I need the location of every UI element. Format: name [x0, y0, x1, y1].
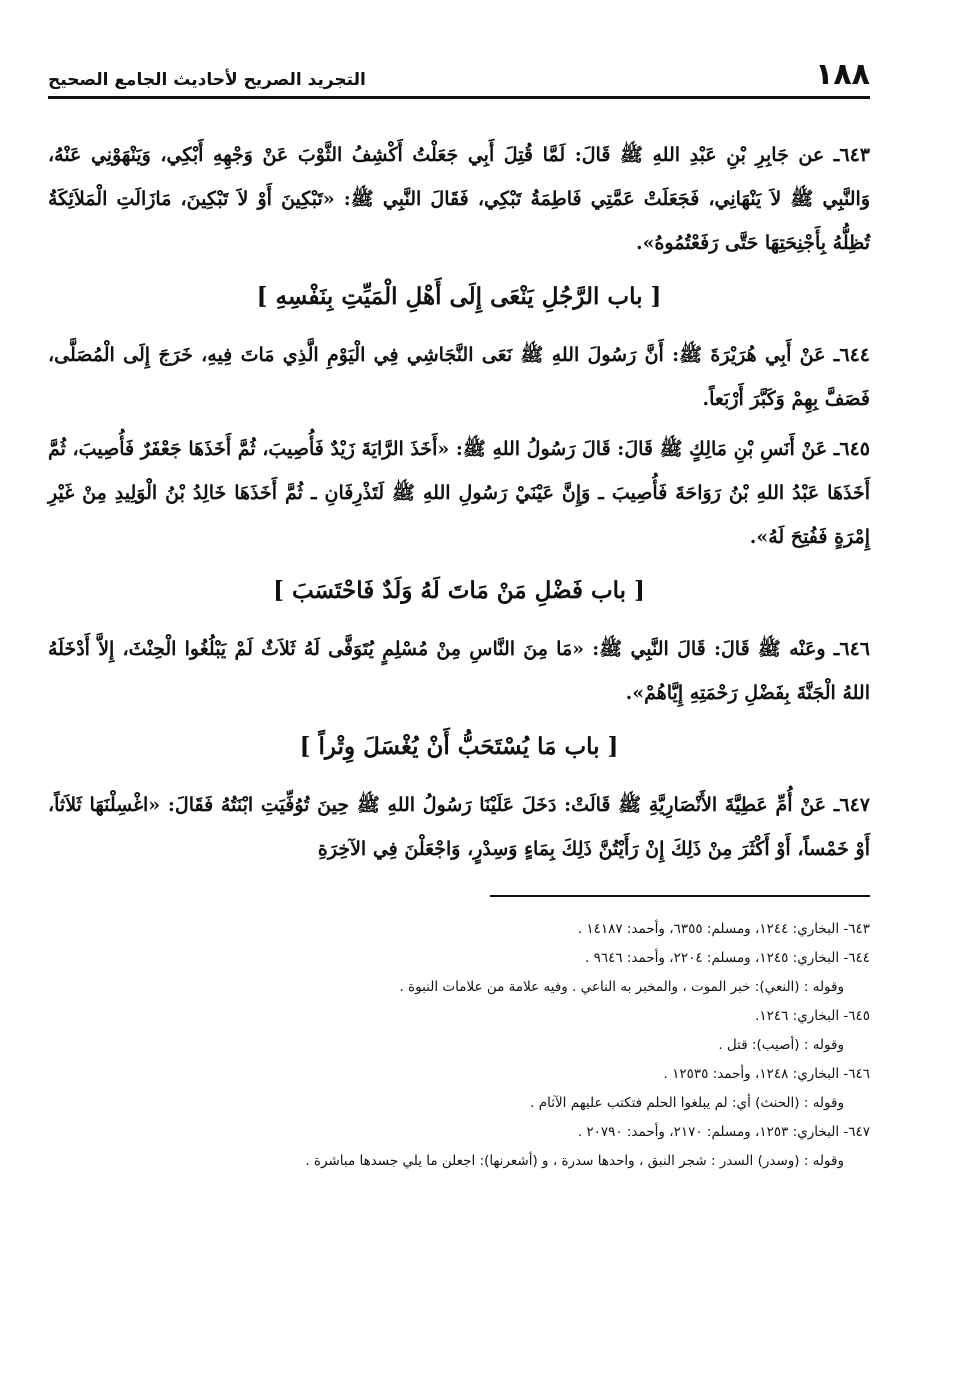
footnotes	[48, 915, 870, 1176]
footnote-ref: ٦٤٥- البخاري: ١٢٤٦.	[755, 1008, 870, 1024]
hadith-644	[48, 333, 870, 421]
hadith-646	[48, 627, 870, 715]
hadith-text: عن جَابِرِ بْنِ عَبْدِ اللهِ ﷺ قَالَ: لَمَّا قُتِلَ أَبِي جَعَلْتُ أَكْشِفُ الثَّوْبَ عَنْ وَجْهِهِ أَبْكِي، وَيَنْهَوْنِي عَنْهُ، وَالنَّبِي ﷺ لاَ يَنْهَانِي، فَجَعَلَتْ عَمَّتِي فَاطِمَةُ تَبْكِي، فَقَالَ النَّبِي ﷺ: «تَبْكِينَ أَوْ لاَ تَبْكِينَ، مَازَالَتِ الْمَلاَئِكَةُ تُظِلُّهُ بِأَجْنِحَتِهَا حَتَّى رَفَعْتُمُوهُ».	[48, 144, 870, 254]
chapter-heading: [ باب الرَّجُلِ يَنْعَى إِلَى أَهْلِ الْمَيِّتِ بِنَفْسِهِ ]	[256, 283, 662, 310]
page-header	[48, 52, 870, 99]
footnote-ref: ٦٤٧- البخاري: ١٢٥٣، ومسلم: ٢١٧٠، وأحمد: ٢٠٧٩٠ .	[577, 1124, 870, 1140]
footnote-ref: ٦٤٣- البخاري: ١٢٤٤، ومسلم: ٦٣٥٥، وأحمد: ١٤١٨٧ .	[577, 921, 870, 937]
hadith-text: عَنْ أَنَسِ بْنِ مَالِكٍ ﷺ قَالَ: قَالَ رَسُولُ اللهِ ﷺ: «أَخَذَ الرَّايَةَ زَيْدٌ فَأُصِيبَ، ثُمَّ أَخَذَهَا جَعْفَرٌ فَأُصِيبَ، ثُمَّ أَخَذَهَا عَبْدُ اللهِ بْنُ رَوَاحَةَ فَأُصِيبَ ـ وَإِنَّ عَيْنَيْ رَسُولِ اللهِ ﷺ لَتَذْرِفَانِ ـ ثُمَّ أَخَذَهَا خَالِدُ بْنُ الْوَلِيدِ مِنْ غَيْرِ إِمْرَةٍ فَفُتِحَ لَهُ».	[48, 438, 870, 548]
hadith-text: عَنْ أُمِّ عَطِيَّةَ الأَنْصَارِيَّةِ ﷺ قَالَتْ: دَخَلَ عَلَيْنَا رَسُولُ اللهِ ﷺ حِينَ تُوُفِّيَتِ ابْنَتُهُ فَقَالَ: «اغْسِلْنَهَا ثَلاَثاً، أَوْ خَمْساً، أَوْ أَكْثَرَ مِنْ ذَلِكَ إِنْ رَأَيْتُنَّ ذَلِكَ بِمَاءٍ وَسِدْرٍ، وَاجْعَلْنَ فِي الآخِرَةِ	[48, 794, 870, 860]
footnote-note: وقوله : (النعي): خبر الموت ، والمخبر به الناعي . وفيه علامة من علامات النبوة .	[399, 979, 844, 995]
footnote-note: وقوله : (وسدر) السدر : شجر النبق ، واحدها سدرة ، و (أشعرنها): اجعلن ما يلي جسدها مباشرة .	[305, 1153, 844, 1169]
footnote-note: وقوله : (أصيب): قتل .	[718, 1037, 844, 1053]
hadith-number: ٦٤٣ـ	[833, 144, 870, 166]
page	[48, 52, 870, 1176]
book-title: التجريد الصريح لأحاديث الجامع الصحيح	[48, 70, 366, 90]
page-number: ١٨٨	[815, 57, 870, 92]
footnote-ref: ٦٤٦- البخاري: ١٢٤٨، وأحمد: ١٢٥٣٥ .	[663, 1066, 870, 1082]
footnote-divider	[490, 895, 870, 897]
hadith-text: وعَنْه ﷺ قَالَ: قَالَ النَّبِي ﷺ: «مَا مِنَ النَّاسِ مِنْ مُسْلِمٍ يُتَوَفَّى لَهُ ثَلاَثٌ لَمْ يَبْلُغُوا الْحِنْثَ، إِلاَّ أَدْخَلَهُ اللهُ الْجَنَّةَ بِفَضْلِ رَحْمَتِهِ إِيَّاهُمْ».	[48, 638, 870, 704]
chapter-heading: [ باب مَا يُسْتَحَبُّ أَنْ يُغْسَلَ وِتْراً ]	[299, 733, 619, 760]
hadith-number: ٦٤٤ـ	[833, 344, 870, 366]
hadith-647	[48, 783, 870, 871]
hadith-text: عَنْ أَبِي هُرَيْرَةَ ﷺ: أَنَّ رَسُولَ اللهِ ﷺ نَعَى النَّجَاشِي فِي الْيَوْمِ الَّذِي مَاتَ فِيهِ، خَرَجَ إِلَى الْمُصَلَّى، فَصَفَّ بِهِمْ وَكَبَّرَ أَرْبَعاً.	[48, 344, 870, 410]
footnote-note: وقوله : (الحنث) أي: لم يبلغوا الحلم فتكتب عليهم الآثام .	[530, 1095, 844, 1111]
page-body	[48, 133, 870, 871]
hadith-645	[48, 427, 870, 559]
hadith-number: ٦٤٧ـ	[833, 794, 870, 816]
hadith-number: ٦٤٦ـ	[833, 638, 870, 660]
hadith-number: ٦٤٥ـ	[833, 438, 870, 460]
footnote-ref: ٦٤٤- البخاري: ١٢٤٥، ومسلم: ٢٢٠٤، وأحمد: ٩٦٤٦ .	[584, 950, 870, 966]
chapter-heading: [ باب فَضْلِ مَنْ مَاتَ لَهُ وَلَدٌ فَاحْتَسَبَ ]	[273, 577, 645, 604]
hadith-643	[48, 133, 870, 265]
